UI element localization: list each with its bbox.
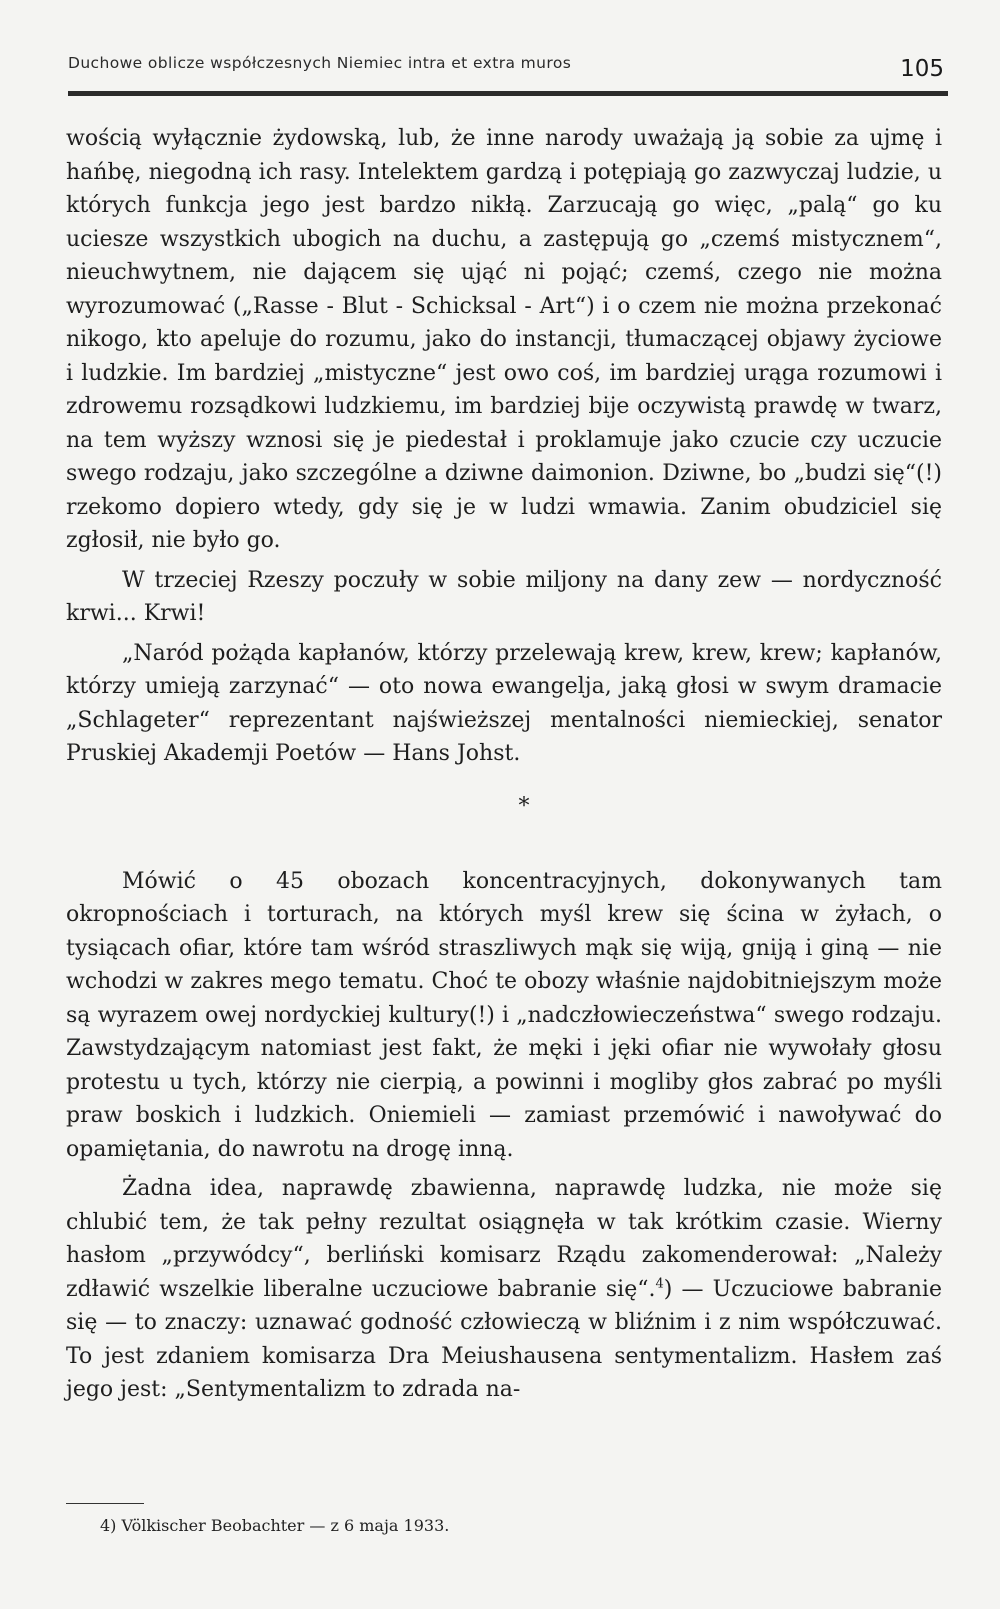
page-number: 105	[900, 56, 944, 82]
page-header	[68, 50, 946, 90]
paragraph-5-text-b: ) — Uczuciowe babranie się — to znaczy: uznawać godność człowieczą w bliźnim i z nim współczuwać. To jest zdaniem komisarza Dra Meiushausena sentymentalizm. Hasłem zaś jego jest: „Sentymentalizm to zdrada na-	[66, 1276, 942, 1402]
footnote-reference: 4	[655, 1276, 664, 1292]
footnote-rule	[66, 1503, 144, 1504]
paragraph-2: W trzeciej Rzeszy poczuły w sobie miljony na dany zew — nordyczność krwi... Krwi!	[66, 567, 942, 626]
paragraph-1: wością wyłącznie żydowską, lub, że inne narody uważają ją sobie za ujmę i hańbę, niegodną ich rasy. Intelektem gardzą i potępiają go zazwyczaj ludzie, u których funkcja jego jest bardzo nikłą. Zarzucają go więc, „palą“ go ku uciesze wszystkich ubogich na duchu, a zastępują go „czemś mistycznem“, nieuchwytnem, nie dającem się ująć ni pojąć; czemś, czego nie można wyrozumować („Rasse - Blut - Schicksal - Art“) i o czem nie można przekonać nikogo, kto apeluje do rozumu, jako do instancji, tłumaczącej objawy życiowe i ludzkie. Im bardziej „mistyczne“ jest owo coś, im bardziej urąga rozumowi i zdrowemu rozsądkowi ludzkiemu, im bardziej bije oczywistą prawdę w twarz, na tem wyższy wznosi się je piedestał i proklamuje jako czucie czy uczucie swego rodzaju, jako szczególne a dziwne daimonion. Dziwne, bo „budzi się“(!) rzekomo dopiero wtedy, gdy się je w ludzi wmawia. Zanim obudziciel się zgłosił, nie było go.	[66, 126, 942, 553]
paragraph-5-text-a: Żadna idea, naprawdę zbawienna, naprawdę ludzka, nie może się chlubić tem, że tak pełny rezultat osiągnęła w tak krótkim czasie. Wierny hasłom „przywódcy“, berliński komisarz Rządu zakomenderował: „Należy zdławić wszelkie liberalne uczuciowe babranie się“.	[66, 1176, 942, 1302]
footnote: 4) Völkischer Beobachter — z 6 maja 1933.	[100, 1516, 450, 1535]
running-title: Duchowe oblicze współczesnych Niemiec intra et extra muros	[68, 54, 572, 72]
section-separator: *	[518, 793, 530, 819]
header-rule	[68, 91, 948, 96]
paragraph-5	[66, 1172, 942, 1407]
paragraph-4: Mówić o 45 obozach koncentracyjnych, dokonywanych tam okropnościach i torturach, na których myśl krew się ścina w żyłach, o tysiącach ofiar, które tam wśród straszliwych mąk się wiją, gniją i giną — nie wchodzi w zakres mego tematu. Choć te obozy właśnie najdobitniejszym może są wyrazem owej nordyckiej kultury(!) i „nadczłowieczeństwa“ swego rodzaju. Zawstydzającym natomiast jest fakt, że męki i jęki ofiar nie wywołały głosu protestu u tych, którzy nie cierpią, a powinni i mogliby głos zabrać po myśli praw boskich i ludzkich. Oniemieli — zamiast przemówić i nawoływać do opamiętania, do nawrotu na drogę inną.	[66, 868, 942, 1162]
paragraph-3: „Naród pożąda kapłanów, którzy przelewają krew, krew, krew; kapłanów, którzy umieją zarzynać“ — oto nowa ewangelja, jaką głosi w swym dramacie „Schlageter“ reprezentant najświeższej mentalności niemieckiej, senator Pruskiej Akademji Poetów — Hans Johst.	[66, 640, 942, 766]
body-text	[66, 122, 942, 1407]
